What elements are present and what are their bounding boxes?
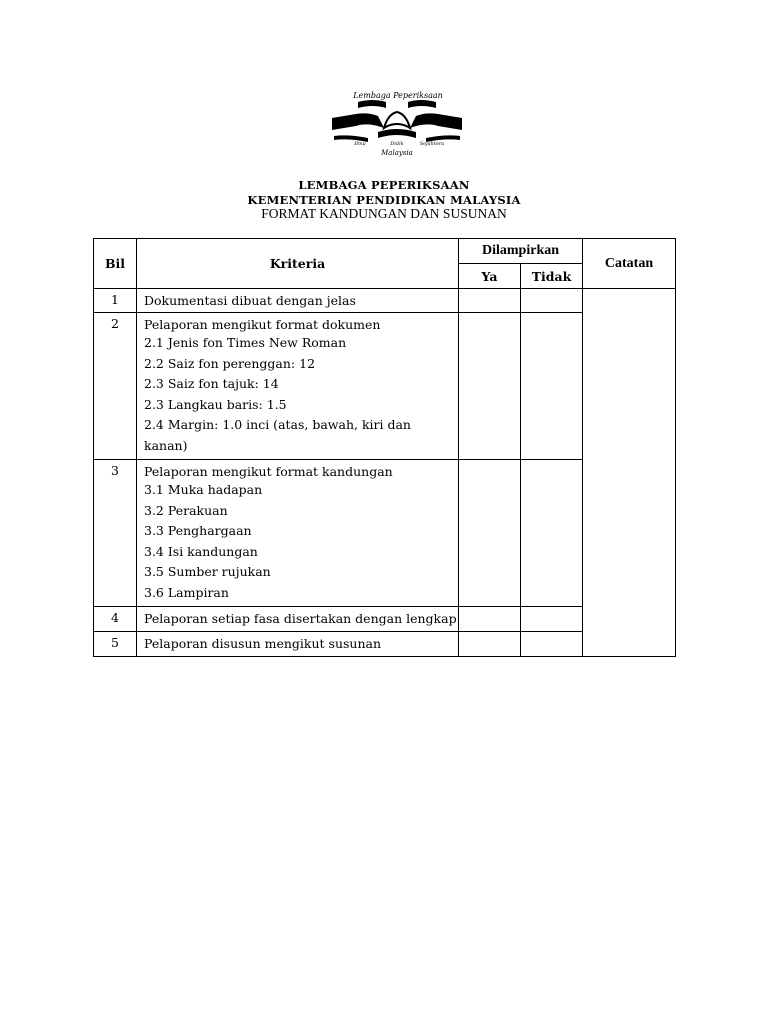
criteria-item: 3.6 Lampiran	[144, 584, 229, 600]
row-number: 3	[94, 460, 137, 607]
tidak-cell[interactable]	[521, 460, 583, 607]
header-bil: Bil	[94, 239, 137, 289]
header-line-2: KEMENTERIAN PENDIDIKAN MALAYSIA	[247, 193, 521, 207]
criteria-item: 3.4 Isi kandungan	[144, 543, 258, 559]
criteria-title: Pelaporan mengikut format dokumen	[144, 317, 381, 332]
header-tidak: Tidak	[521, 264, 583, 289]
tidak-cell[interactable]	[521, 313, 583, 460]
criteria-item: 3.1 Muka hadapan	[144, 482, 263, 497]
ya-cell[interactable]	[459, 607, 521, 632]
tidak-cell[interactable]	[521, 607, 583, 632]
criteria-table	[93, 238, 676, 657]
row-criteria	[137, 289, 459, 313]
criteria-item: 2.4 Margin: 1.0 inci (atas, bawah, kiri dan kanan)	[144, 417, 411, 453]
row-number: 5	[94, 632, 137, 657]
header-dilampirkan: Dilampirkan	[459, 239, 583, 264]
row-number: 2	[94, 313, 137, 460]
ya-cell[interactable]	[459, 289, 521, 313]
tidak-cell[interactable]	[521, 289, 583, 313]
row-number: 1	[94, 289, 137, 313]
criteria-item: 2.2 Saiz fon perenggan: 12	[144, 355, 316, 371]
criteria-title: Dokumentasi dibuat dengan jelas	[144, 293, 356, 308]
criteria-title: Pelaporan disusun mengikut susunan	[144, 636, 382, 651]
document-title: FORMAT KANDUNGAN DAN SUSUNAN	[261, 206, 507, 221]
row-criteria	[137, 460, 459, 607]
lembaga-peperiksaan-logo	[328, 84, 466, 160]
criteria-title: Pelaporan mengikut format kandungan	[144, 464, 393, 479]
header-line-1: LEMBAGA PEPERIKSAAN	[298, 178, 470, 192]
criteria-item: 3.3 Penghargaan	[144, 523, 252, 538]
criteria-item: 2.3 Langkau baris: 1.5	[144, 396, 287, 412]
ya-cell[interactable]	[459, 313, 521, 460]
logo-top-text: Lembaga Peperiksaan	[353, 91, 443, 100]
catatan-cell[interactable]	[583, 289, 676, 657]
row-criteria	[137, 313, 459, 460]
row-criteria	[137, 632, 459, 657]
criteria-item: 3.2 Perakuan	[144, 502, 228, 518]
tidak-cell[interactable]	[521, 632, 583, 657]
ya-cell[interactable]	[459, 632, 521, 657]
criteria-item: 2.3 Saiz fon tajuk: 14	[144, 376, 279, 391]
criteria-title: Pelaporan setiap fasa disertakan dengan lengkap	[144, 611, 457, 626]
header-catatan: Catatan	[583, 239, 676, 289]
table-row	[94, 289, 676, 313]
criteria-item: 2.1 Jenis fon Times New Roman	[144, 335, 347, 350]
logo-right-text: Sejahtera	[419, 141, 445, 147]
logo-center-text: Didik	[390, 141, 404, 147]
ya-cell[interactable]	[459, 460, 521, 607]
header-kriteria: Kriteria	[137, 239, 459, 289]
header-ya: Ya	[459, 264, 521, 289]
row-criteria	[137, 607, 459, 632]
logo-left-text: Ilmu	[354, 141, 366, 147]
logo-bottom-text: Malaysia	[381, 149, 413, 157]
criteria-item: 3.5 Sumber rujukan	[144, 564, 271, 579]
row-number: 4	[94, 607, 137, 632]
